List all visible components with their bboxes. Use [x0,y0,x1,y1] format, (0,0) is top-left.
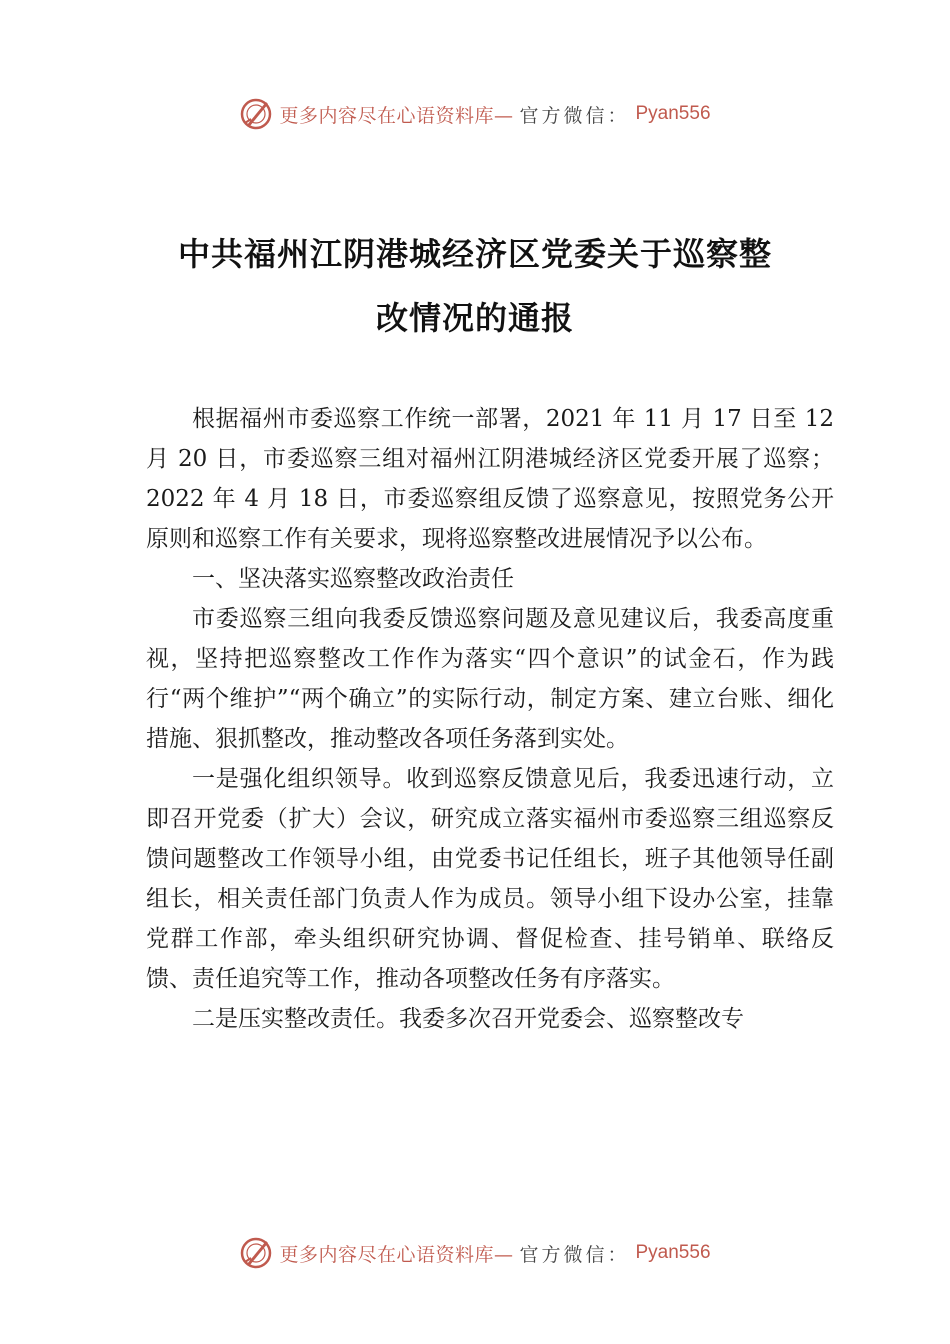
header-banner-text: 更多内容尽在心语资料库— [279,104,514,127]
footer-wechat-label: 官方微信： [519,1243,630,1266]
footer-banner-text: 更多内容尽在心语资料库— [279,1243,514,1266]
body-paragraph: 一是强化组织领导。收到巡察反馈意见后，我委迅速行动，立即召开党委（扩大）会议，研究成立落实福州市委巡察三组巡察反馈问题整改工作领导小组，由党委书记任组长，班子其他领导任副组长，相关责任部门负责人作为成员。领导小组下设办公室，挂靠党群工作部，牵头组织研究协调、督促检查、挂号销单、联络反馈、责任追究等工作，推动各项整改任务有序落实。 [146,766,834,992]
header-wechat-id: Pyan556 [635,103,711,124]
document-body [146,399,834,1039]
body-paragraph: 根据福州市委巡察工作统一部署，2021 年 11 月 17 日至 12 月 20 日，市委巡察三组对福州江阴港城经济区党委开展了巡察；2022 年 4 月 18 日，市委巡察组反馈了巡察意见，按照党务公开原则和巡察工作有关要求，现将巡察整改进展情况予以公布。 [146,406,834,552]
header-wechat-label: 官方微信： [519,104,630,127]
section-heading: 一、坚决落实巡察整改政治责任 [192,566,514,592]
document-title-line1: 中共福州江阴港城经济区党委关于巡察整 [177,235,772,273]
document-title-line2: 改情况的通报 [375,299,574,337]
quill-seal-logo-icon [239,1236,273,1270]
quill-seal-logo-icon [239,97,273,131]
body-paragraph: 市委巡察三组向我委反馈巡察问题及意见建议后，我委高度重视，坚持把巡察整改工作作为落实“四个意识”的试金石，作为践行“两个维护”“两个确立”的实际行动，制定方案、建立台账、细化措施、狠抓整改，推动整改各项任务落到实处。 [146,606,834,752]
footer-banner [0,1233,950,1273]
footer-wechat-id: Pyan556 [635,1242,711,1263]
document-title [120,222,830,350]
header-banner [0,94,950,134]
body-paragraph: 二是压实整改责任。我委多次召开党委会、巡察整改专 [192,1006,744,1032]
